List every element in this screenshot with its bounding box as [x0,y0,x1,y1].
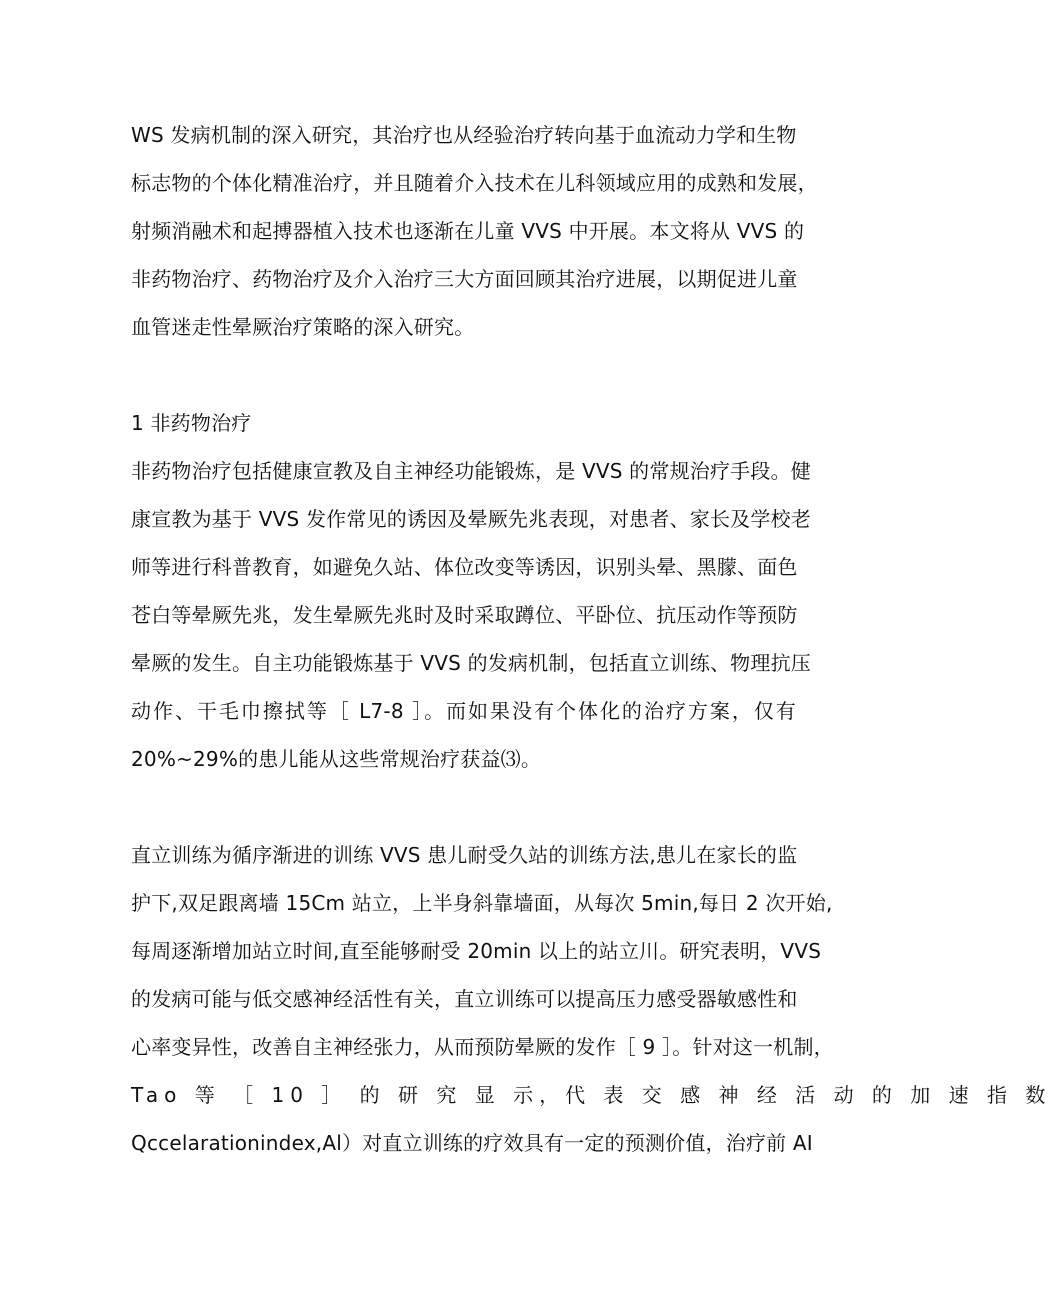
paragraph-1-line-5: 血管迷走性晕厥治疗策略的深入研究。 [131,315,475,339]
paragraph-1-line-2: 标志物的个体化精准治疗，并且随着介入技术在儿科领域应用的成熟和发展， [131,171,818,195]
paragraph-3-line-3: 每周逐渐增加站立时间,直至能够耐受 20min 以上的站立川。研究表明，VVS [131,939,822,963]
paragraph-2-line-7: 20%~29%的患儿能从这些常规治疗获益⑶。 [131,747,542,771]
paragraph-2-line-3: 师等进行科普教育，如避免久站、体位改变等诱因，识别头晕、黑朦、面色 [131,555,798,579]
paragraph-3-line-5: 心率变异性，改善自主神经张力，从而预防晕厥的发作［ 9 ］。针对这一机制， [131,1035,834,1059]
section-heading: 1 非药物治疗 [131,411,252,435]
paragraph-3-line-1: 直立训练为循序渐进的训练 VVS 患儿耐受久站的训练方法,患儿在家长的监 [131,843,798,867]
paragraph-2-line-5: 晕厥的发生。自主功能锻炼基于 VVS 的发病机制，包括直立训练、物理抗压 [131,651,811,675]
paragraph-3-line-7: Qccelarationindex,Al）对直立训练的疗效具有一定的预测价值，治疗前 AI [131,1131,813,1155]
paragraph-3-line-6: Tao 等 ［ 10 ］ 的 研 究 显 示，代 表 交 感 神 经 活 动 的 加 速 指 数 [131,1083,1051,1107]
paragraph-3-line-2: 护下,双足跟离墙 15Cm 站立，上半身斜靠墙面，从每次 5min,每日 2 次开始, [131,891,833,915]
paragraph-1-line-4: 非药物治疗、药物治疗及介入治疗三大方面回顾其治疗进展，以期促进儿童 [131,267,798,291]
paragraph-1-line-3: 射频消融术和起搏器植入技术也逐渐在儿童 VVS 中开展。本文将从 VVS 的 [131,219,805,243]
paragraph-2-line-1: 非药物治疗包括健康宣教及自主神经功能锻炼，是 VVS 的常规治疗手段。健 [131,459,811,483]
paragraph-1-line-1: WS 发病机制的深入研究，其治疗也从经验治疗转向基于血流动力学和生物 [131,123,797,147]
paragraph-3-line-4: 的发病可能与低交感神经活性有关，直立训练可以提高压力感受器敏感性和 [131,987,798,1011]
paragraph-2-line-2: 康宣教为基于 VVS 发作常见的诱因及晕厥先兆表现，对患者、家长及学校老 [131,507,811,531]
paragraph-2-line-4: 苍白等晕厥先兆，发生晕厥先兆时及时采取蹲位、平卧位、抗压动作等预防 [131,603,798,627]
paragraph-2-line-6: 动作、干毛巾擦拭等［ L7-8 ］。而如果没有个体化的治疗方案，仅有 [131,699,796,723]
